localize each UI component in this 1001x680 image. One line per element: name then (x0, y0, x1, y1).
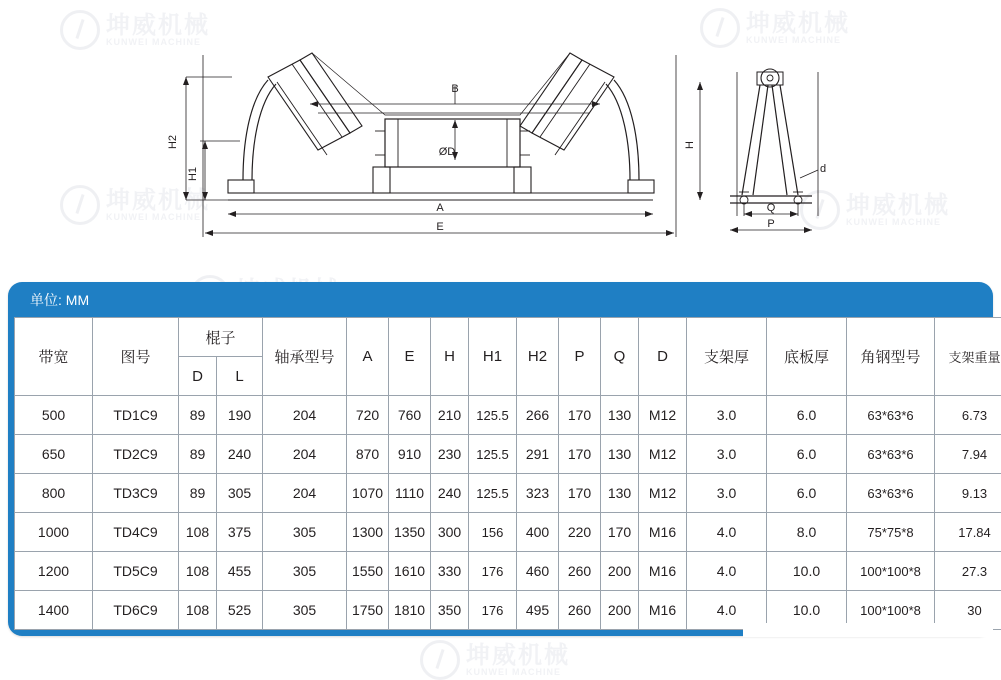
cell-angle-steel: 63*63*6 (847, 474, 935, 513)
header-bearing-model: 轴承型号 (263, 318, 347, 396)
cell-h1: 156 (469, 513, 517, 552)
cell-q: 170 (601, 513, 639, 552)
cell-e: 1350 (389, 513, 431, 552)
dimension-label-p: P (767, 218, 774, 230)
cell-belt-width: 650 (15, 435, 93, 474)
cell-a: 720 (347, 396, 389, 435)
cell-angle-steel: 63*63*6 (847, 396, 935, 435)
dimension-label-a: A (436, 202, 444, 214)
cell-p: 170 (559, 435, 601, 474)
dimension-label-diameter: ØD (439, 146, 456, 158)
cell-bracket-thickness: 3.0 (687, 435, 767, 474)
cell-d: M12 (639, 474, 687, 513)
cell-roller-d: 108 (179, 513, 217, 552)
cell-angle-steel: 100*100*8 (847, 552, 935, 591)
watermark-cn: 坤威机械 (846, 194, 950, 218)
cell-belt-width: 800 (15, 474, 93, 513)
cell-bearing-model: 204 (263, 435, 347, 474)
table-row (15, 396, 1001, 435)
cell-bracket-thickness: 4.0 (687, 552, 767, 591)
table-header-row-1 (15, 318, 1001, 357)
cell-belt-width: 1200 (15, 552, 93, 591)
cell-bracket-weight: 9.13 (935, 474, 1001, 513)
dimension-label-e: E (436, 221, 443, 233)
cell-h: 230 (431, 435, 469, 474)
cell-drawing-no: TD1C9 (93, 396, 179, 435)
cell-q: 130 (601, 435, 639, 474)
cell-e: 1110 (389, 474, 431, 513)
cell-bracket-thickness: 4.0 (687, 513, 767, 552)
watermark-cn: 坤威机械 (106, 189, 210, 213)
dimension-label-b: B (451, 83, 458, 95)
cell-a: 1070 (347, 474, 389, 513)
cell-angle-steel: 100*100*8 (847, 591, 935, 630)
header-h2: H2 (517, 318, 559, 396)
watermark-en: KUNWEI MACHINE (846, 218, 950, 227)
header-base-thickness: 底板厚 (767, 318, 847, 396)
cell-bracket-weight: 17.84 (935, 513, 1001, 552)
cell-q: 130 (601, 474, 639, 513)
table-row (15, 513, 1001, 552)
cell-q: 200 (601, 552, 639, 591)
table-row (15, 552, 1001, 591)
watermark-cn: 坤威机械 (746, 12, 850, 36)
cell-drawing-no: TD6C9 (93, 591, 179, 630)
cell-e: 910 (389, 435, 431, 474)
cell-h2: 266 (517, 396, 559, 435)
header-d: D (639, 318, 687, 396)
cell-e: 760 (389, 396, 431, 435)
cell-p: 260 (559, 591, 601, 630)
cell-drawing-no: TD5C9 (93, 552, 179, 591)
cell-bracket-weight: 27.3 (935, 552, 1001, 591)
header-roller-l: L (217, 357, 263, 396)
cell-base-thickness: 10.0 (767, 552, 847, 591)
cell-h: 300 (431, 513, 469, 552)
cell-bracket-weight: 6.73 (935, 396, 1001, 435)
header-p: P (559, 318, 601, 396)
cell-drawing-no: TD3C9 (93, 474, 179, 513)
cell-h1: 125.5 (469, 474, 517, 513)
cell-base-thickness: 8.0 (767, 513, 847, 552)
dimension-label-d: d (820, 163, 826, 175)
cell-drawing-no: TD4C9 (93, 513, 179, 552)
dimension-label-h: H (684, 141, 696, 149)
header-h1: H1 (469, 318, 517, 396)
cell-h1: 176 (469, 591, 517, 630)
header-q: Q (601, 318, 639, 396)
cell-belt-width: 1400 (15, 591, 93, 630)
cell-bearing-model: 305 (263, 552, 347, 591)
cell-e: 1810 (389, 591, 431, 630)
cell-bracket-weight: 7.94 (935, 435, 1001, 474)
header-roller-group: 棍子 (179, 318, 263, 357)
watermark-en: KUNWEI MACHINE (466, 668, 570, 677)
cell-bracket-thickness: 3.0 (687, 396, 767, 435)
dimension-label-h2: H2 (167, 135, 179, 149)
cell-a: 870 (347, 435, 389, 474)
cell-roller-d: 89 (179, 396, 217, 435)
spec-table-panel (8, 282, 993, 636)
cell-d: M16 (639, 591, 687, 630)
cell-base-thickness: 10.0 (767, 591, 847, 630)
cell-bracket-thickness: 4.0 (687, 591, 767, 630)
cell-h2: 323 (517, 474, 559, 513)
cell-bracket-thickness: 3.0 (687, 474, 767, 513)
watermark-logo-icon (420, 640, 460, 680)
cell-a: 1750 (347, 591, 389, 630)
cell-a: 1550 (347, 552, 389, 591)
cell-roller-d: 89 (179, 435, 217, 474)
cell-roller-l: 305 (217, 474, 263, 513)
cell-belt-width: 1000 (15, 513, 93, 552)
cell-base-thickness: 6.0 (767, 435, 847, 474)
dimension-label-h1: H1 (187, 167, 199, 181)
cell-h2: 460 (517, 552, 559, 591)
cell-q: 200 (601, 591, 639, 630)
cell-base-thickness: 6.0 (767, 396, 847, 435)
panel-notch (743, 623, 993, 637)
cell-a: 1300 (347, 513, 389, 552)
watermark-cn: 坤威机械 (466, 644, 570, 668)
watermark-en: KUNWEI MACHINE (106, 38, 210, 47)
cell-q: 130 (601, 396, 639, 435)
cell-belt-width: 500 (15, 396, 93, 435)
cell-p: 260 (559, 552, 601, 591)
cell-h1: 125.5 (469, 435, 517, 474)
cell-roller-l: 375 (217, 513, 263, 552)
watermark-cn: 坤威机械 (106, 14, 210, 38)
cell-d: M12 (639, 435, 687, 474)
header-bracket-weight: 支架重量 (935, 318, 1001, 396)
table-row (15, 474, 1001, 513)
cell-bearing-model: 204 (263, 396, 347, 435)
cell-roller-d: 108 (179, 591, 217, 630)
unit-label: 单位: MM (8, 282, 993, 317)
cell-h2: 291 (517, 435, 559, 474)
cell-roller-d: 89 (179, 474, 217, 513)
cell-bearing-model: 305 (263, 513, 347, 552)
cell-h2: 495 (517, 591, 559, 630)
cell-h: 330 (431, 552, 469, 591)
cell-p: 170 (559, 396, 601, 435)
header-a: A (347, 318, 389, 396)
technical-drawing (0, 0, 1001, 268)
header-drawing-no: 图号 (93, 318, 179, 396)
cell-bracket-weight: 30 (935, 591, 1001, 630)
cell-h: 240 (431, 474, 469, 513)
cell-p: 170 (559, 474, 601, 513)
cell-bearing-model: 305 (263, 591, 347, 630)
header-h: H (431, 318, 469, 396)
cell-h: 210 (431, 396, 469, 435)
watermark-en: KUNWEI MACHINE (106, 213, 210, 222)
watermark-en: KUNWEI MACHINE (746, 36, 850, 45)
cell-angle-steel: 75*75*8 (847, 513, 935, 552)
dimension-label-q: Q (767, 202, 776, 214)
cell-d: M12 (639, 396, 687, 435)
cell-drawing-no: TD2C9 (93, 435, 179, 474)
cell-roller-l: 525 (217, 591, 263, 630)
cell-h1: 176 (469, 552, 517, 591)
cell-roller-l: 455 (217, 552, 263, 591)
header-angle-steel: 角钢型号 (847, 318, 935, 396)
cell-e: 1610 (389, 552, 431, 591)
cell-angle-steel: 63*63*6 (847, 435, 935, 474)
header-roller-d: D (179, 357, 217, 396)
cell-h2: 400 (517, 513, 559, 552)
cell-h: 350 (431, 591, 469, 630)
cell-roller-l: 190 (217, 396, 263, 435)
header-belt-width: 带宽 (15, 318, 93, 396)
table-row (15, 435, 1001, 474)
cell-roller-l: 240 (217, 435, 263, 474)
cell-roller-d: 108 (179, 552, 217, 591)
spec-table (14, 317, 1001, 630)
header-bracket-thickness: 支架厚 (687, 318, 767, 396)
watermark (420, 640, 570, 680)
cell-bearing-model: 204 (263, 474, 347, 513)
cell-d: M16 (639, 552, 687, 591)
cell-h1: 125.5 (469, 396, 517, 435)
header-e: E (389, 318, 431, 396)
cell-base-thickness: 6.0 (767, 474, 847, 513)
cell-d: M16 (639, 513, 687, 552)
cell-p: 220 (559, 513, 601, 552)
